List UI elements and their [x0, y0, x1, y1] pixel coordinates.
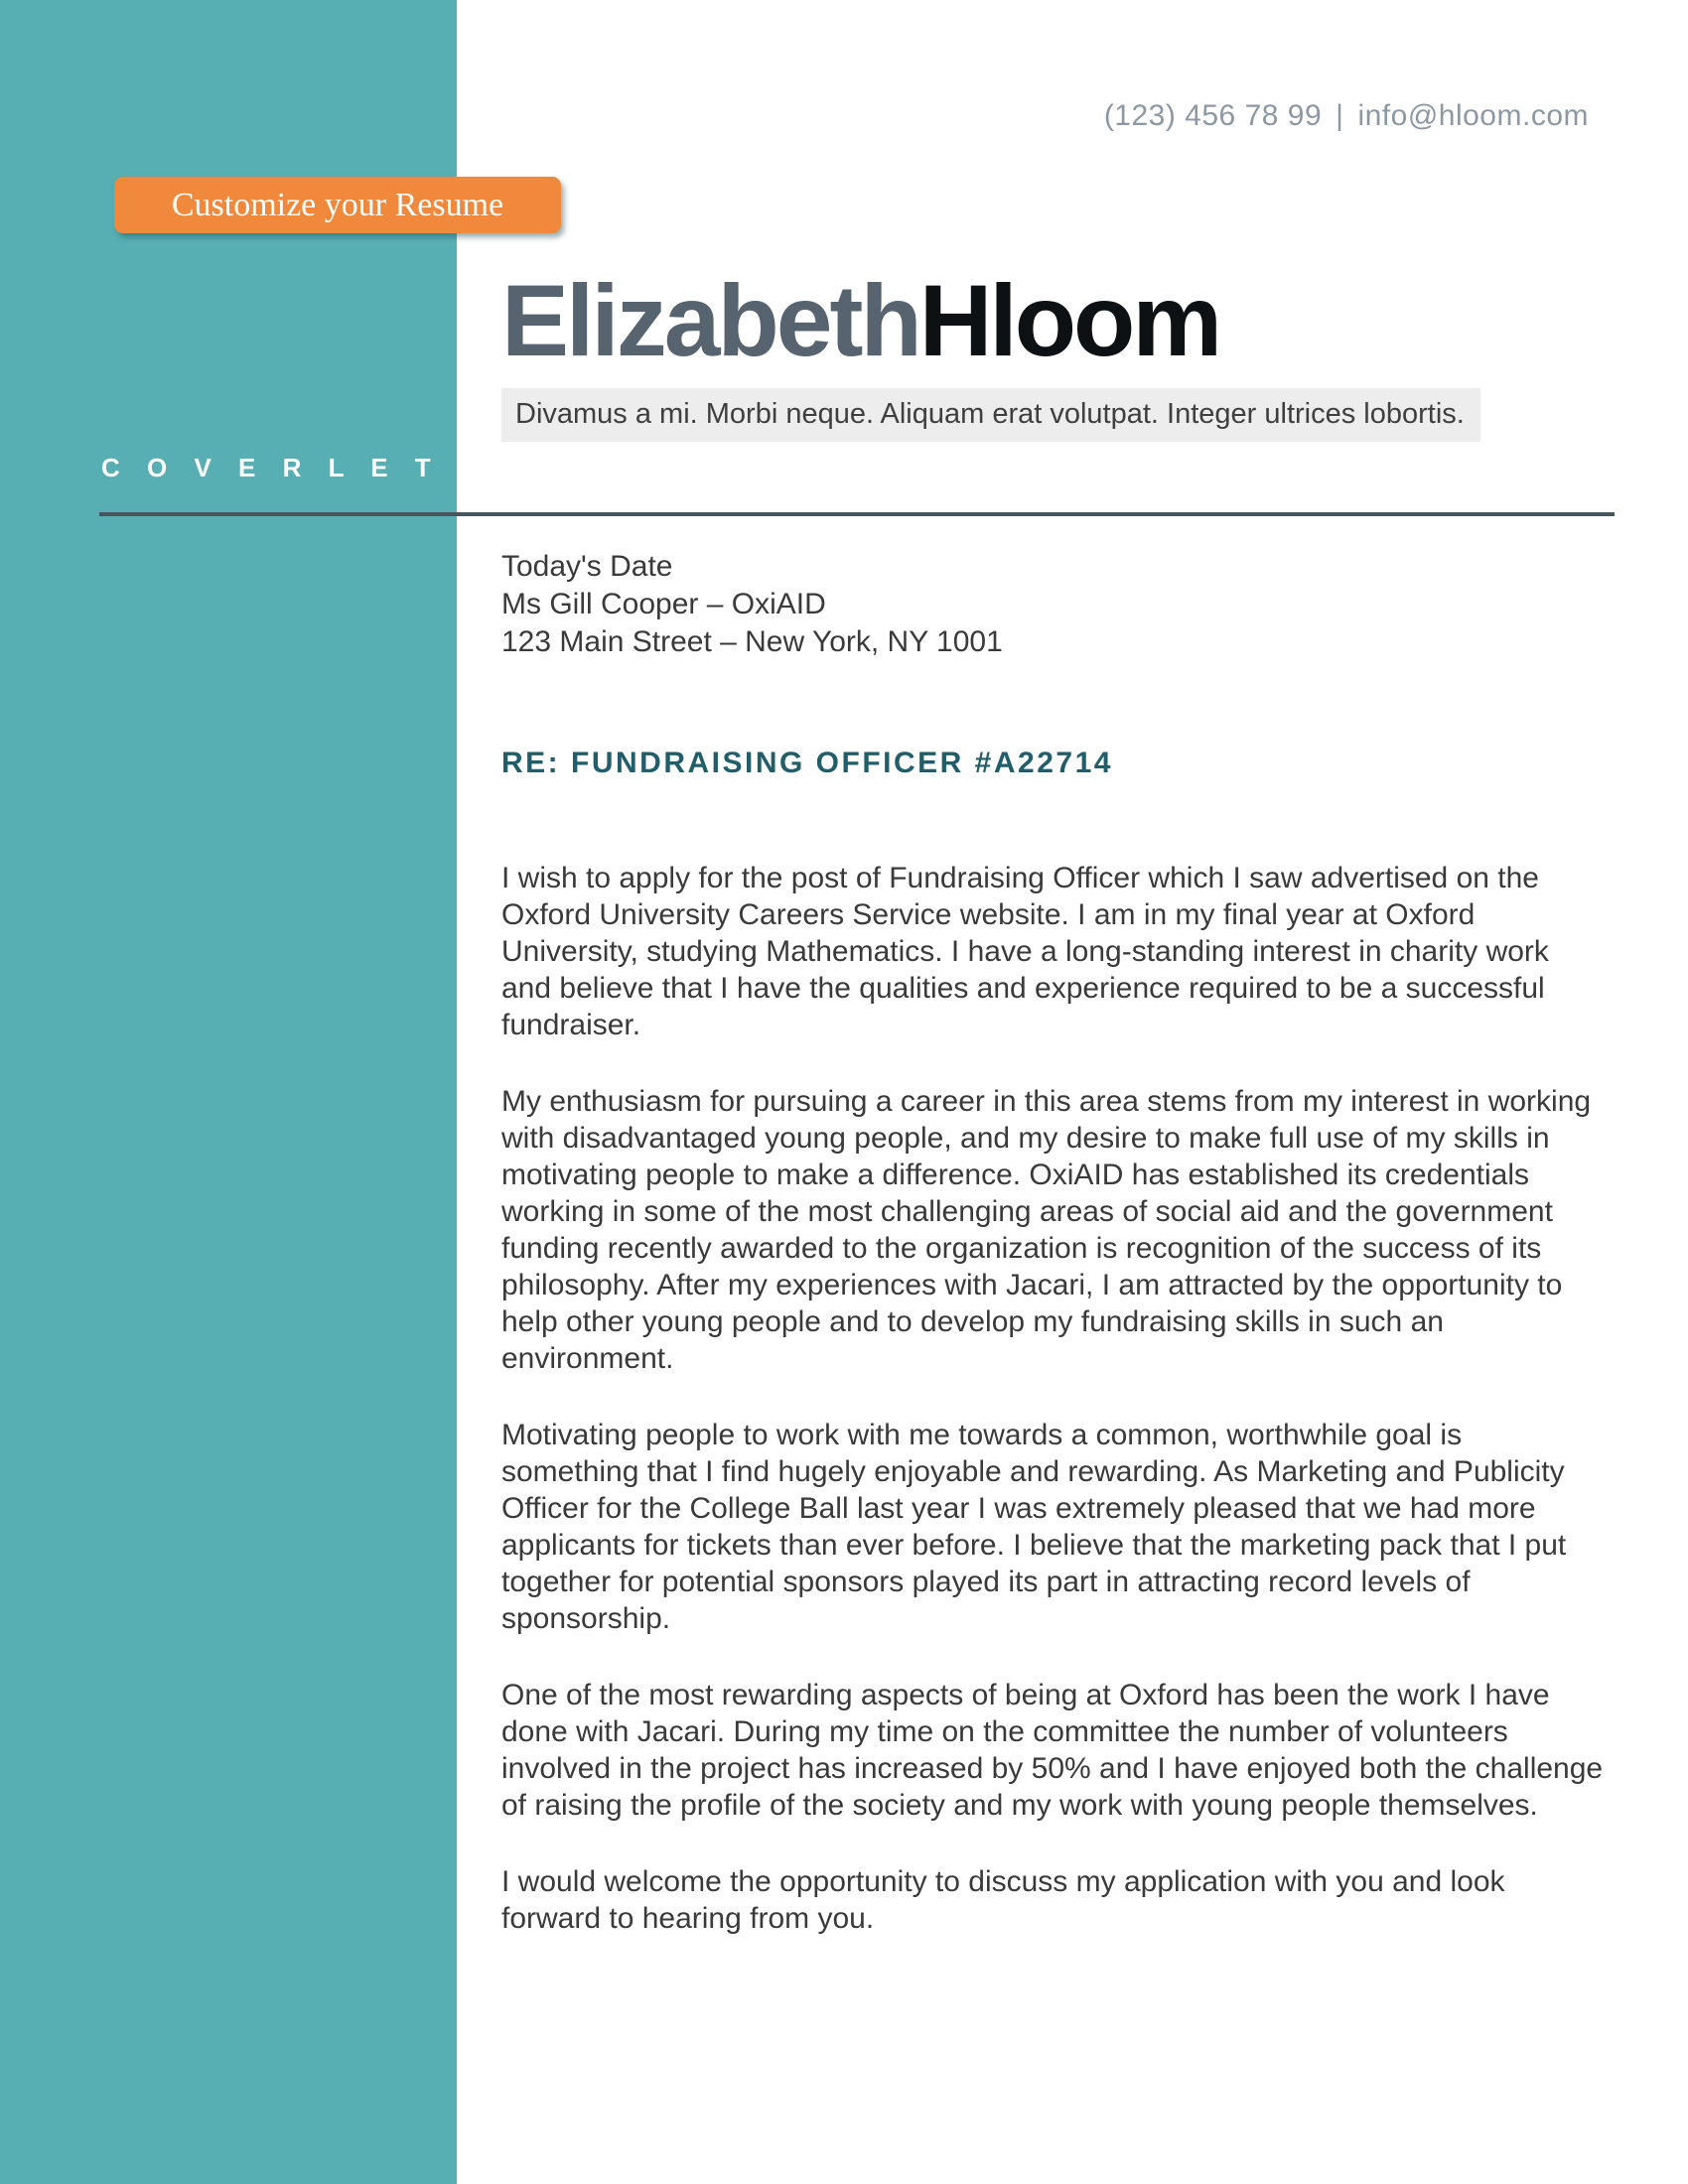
letter-paragraph: I would welcome the opportunity to discuss my application with you and look forward to hearing from you.	[501, 1865, 1505, 1935]
identity-header	[501, 264, 1609, 442]
person-name	[501, 264, 1609, 377]
subject-line: RE: FUNDRAISING OFFICER #A22714	[501, 747, 1113, 779]
sidebar	[0, 0, 574, 2184]
cover-letter-label: C O V E R L E T T E R	[101, 453, 574, 482]
contact-separator: |	[1336, 99, 1344, 132]
last-name: Hloom	[918, 264, 1220, 377]
header-divider	[99, 512, 1615, 516]
letter-paragraph: My enthusiasm for pursuing a career in this area stems from my interest in working with disadvantaged young people, and my desire to make full use of my skills in motivating people to make a difference. OxiAID has established its credentials working in some of the most challenging areas of social aid and the government funding recently awarded to the organization is recognition of the success of its philosophy. After my experiences with Jacari, I am attracted by the opportunity to help other young people and to develop my fundraising skills in such an environment.	[501, 1085, 1592, 1375]
customize-resume-button[interactable]: Customize your Resume	[114, 177, 561, 233]
phone-number: (123) 456 78 99	[1103, 99, 1323, 132]
letter-date: Today's Date	[501, 550, 673, 583]
recipient-block	[501, 548, 1604, 661]
letter-paragraph: Motivating people to work with me towards a common, worthwhile goal is something that I find hugely enjoyable and rewarding. As Marketing and Publicity Officer for the College Ball last year I was extremely pleased that we had more applicants for tickets than ever before. I believe that the marketing pack that I put together for potential sponsors played its part in attracting record levels of sponsorship.	[501, 1419, 1567, 1635]
recipient-address: 123 Main Street – New York, NY 1001	[501, 625, 1003, 658]
tagline: Divamus a mi. Morbi neque. Aliquam erat volutpat. Integer ultrices lobortis.	[501, 388, 1480, 442]
recipient-name: Ms Gill Cooper – OxiAID	[501, 588, 826, 620]
letter-paragraph: I wish to apply for the post of Fundraising Officer which I saw advertised on the Oxford University Careers Service website. I am in my final year at Oxford University, studying Mathematics. I have a long-standing interest in charity work and believe that I have the qualities and experience required to be a successful fundraiser.	[501, 862, 1549, 1041]
letter-paragraph: One of the most rewarding aspects of being at Oxford has been the work I have done with Jacari. During my time on the committee the number of volunteers involved in the project has increased by 50% and I have enjoyed both the challenge of raising the profile of the society and my work with young people themselves.	[501, 1679, 1604, 1822]
email-address: info@hloom.com	[1357, 99, 1589, 132]
letter-body	[501, 548, 1604, 1937]
contact-info	[1104, 99, 1589, 133]
first-name: Elizabeth	[501, 264, 919, 377]
